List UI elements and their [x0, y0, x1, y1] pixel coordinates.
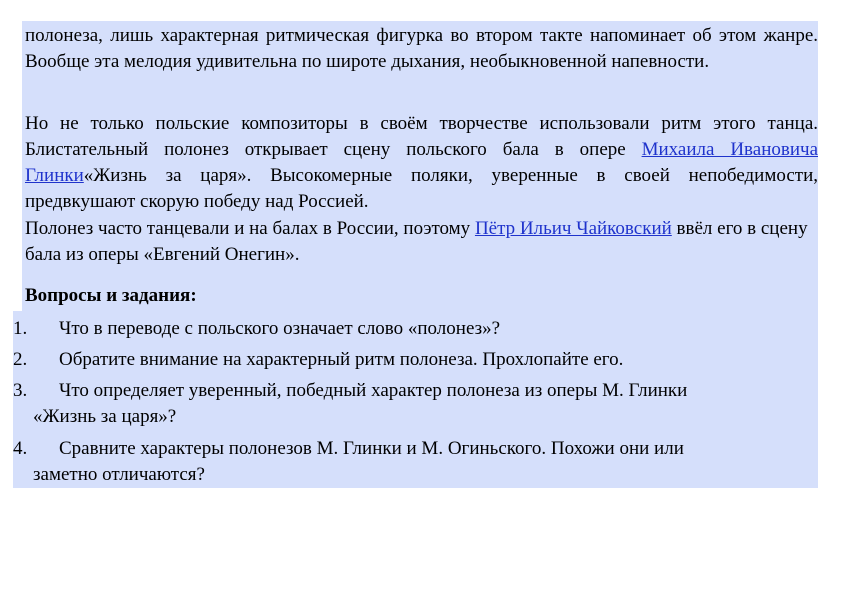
question-text-continued: «Жизнь за царя»?	[33, 406, 177, 427]
question-text: Что определяет уверенный, победный характер полонеза из оперы М. Глинки	[59, 380, 688, 401]
question-text: Что в переводе с польского означает слово «полонез»?	[59, 318, 501, 339]
paragraph-1-text: полонеза, лишь характерная ритмическая фигурка во втором такте напоминает об этом жанре. Вообще эта мелодия удивительна по широте дыхания, необыкновенной напевности.	[25, 25, 818, 72]
paragraph-2-text-a: Но не только польские композиторы в своём творчестве использовали ритм этого танца. Блистательный полонез открывает сцену польского бала в опере	[25, 113, 818, 160]
question-text-continued: заметно отличаются?	[33, 464, 205, 485]
questions-heading: Вопросы и задания:	[25, 285, 197, 306]
question-number: 2.	[13, 349, 28, 370]
paragraph-glinka	[25, 111, 818, 215]
question-item-4	[13, 436, 803, 488]
question-text: Обратите внимание на характерный ритм полонеза. Прохлопайте его.	[59, 349, 624, 370]
question-number: 1.	[13, 318, 28, 339]
question-text: Сравните характеры полонезов М. Глинки и М. Огиньского. Похожи они или	[59, 438, 684, 459]
question-item-1	[13, 316, 803, 342]
question-item-3	[13, 378, 803, 430]
paragraph-3-text-a: Полонез часто танцевали и на балах в России, поэтому	[25, 218, 475, 239]
paragraph-3-text-b: ввёл его в сцену бала из оперы «Евгений Онегин».	[25, 218, 808, 265]
question-number: 3.	[13, 380, 28, 401]
link-glinka[interactable]: Михаила Ивановича Глинки	[25, 139, 818, 186]
question-number: 4.	[13, 438, 28, 459]
question-item-2	[13, 347, 803, 373]
paragraph-tchaikovsky	[25, 216, 818, 268]
paragraph-2-text-b: «Жизнь за царя». Высокомерные поляки, уверенные в своей непобедимости, предвкушают скорую победу над Россией.	[25, 165, 818, 212]
paragraph-polonaise-melody	[25, 23, 818, 75]
link-tchaikovsky[interactable]: Пётр Ильич Чайковский	[474, 218, 672, 239]
